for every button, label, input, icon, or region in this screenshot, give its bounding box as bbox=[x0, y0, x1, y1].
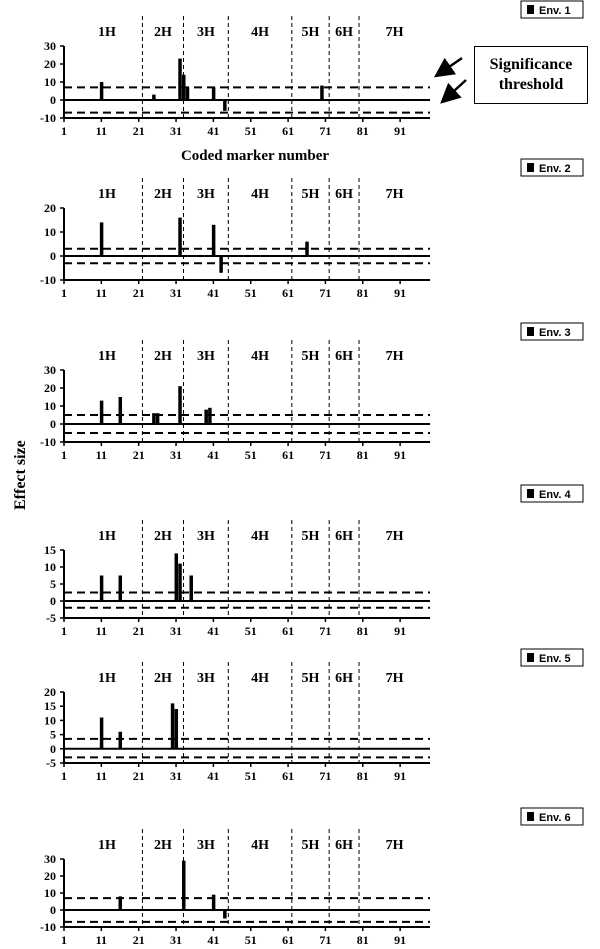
x-tick-label: 81 bbox=[356, 286, 369, 300]
bar bbox=[178, 218, 182, 256]
y-tick-label: 0 bbox=[50, 594, 56, 608]
chromosome-label-4H: 4H bbox=[251, 529, 270, 544]
chromosome-label-2H: 2H bbox=[154, 187, 172, 202]
x-tick-label: 31 bbox=[170, 286, 183, 300]
x-tick-label: 41 bbox=[207, 448, 220, 462]
legend-label: Env. 5 bbox=[539, 653, 571, 665]
x-tick-label: 11 bbox=[95, 448, 108, 462]
legend-swatch bbox=[527, 327, 534, 336]
x-tick-label: 31 bbox=[170, 769, 183, 783]
x-tick-label: 51 bbox=[244, 448, 257, 462]
bar bbox=[175, 553, 179, 601]
x-tick-label: 11 bbox=[95, 124, 108, 138]
chromosome-label-1H: 1H bbox=[98, 349, 116, 364]
chromosome-label-3H: 3H bbox=[196, 671, 215, 686]
x-tick-label: 31 bbox=[170, 448, 183, 462]
y-tick-label: 0 bbox=[50, 93, 56, 107]
arrow-lower bbox=[442, 80, 466, 102]
x-tick-label: 71 bbox=[319, 769, 332, 783]
chromosome-label-1H: 1H bbox=[98, 529, 116, 544]
x-tick-label: 81 bbox=[356, 448, 369, 462]
chromosome-label-6H: 6H bbox=[335, 349, 354, 364]
y-tick-label: 30 bbox=[44, 39, 56, 53]
x-tick-label: 51 bbox=[244, 624, 257, 638]
bar bbox=[204, 410, 208, 424]
bar bbox=[175, 709, 179, 749]
x-tick-label: 41 bbox=[207, 286, 220, 300]
y-tick-label: 10 bbox=[44, 713, 56, 728]
x-tick-label: 41 bbox=[207, 624, 220, 638]
chromosome-label-6H: 6H bbox=[335, 25, 354, 40]
significance-threshold-box bbox=[474, 46, 588, 104]
chromosome-label-5H: 5H bbox=[301, 349, 320, 364]
chromosome-label-7H: 7H bbox=[385, 838, 404, 853]
chromosome-label-4H: 4H bbox=[251, 838, 270, 853]
bar bbox=[119, 732, 123, 749]
y-tick-label: -10 bbox=[40, 435, 56, 449]
x-tick-label: 1 bbox=[61, 286, 67, 300]
x-tick-label: 21 bbox=[132, 448, 145, 462]
x-tick-label: 81 bbox=[356, 124, 369, 138]
panel-env-3 bbox=[40, 323, 583, 462]
y-tick-label: -10 bbox=[40, 920, 56, 934]
legend-swatch bbox=[527, 812, 534, 821]
x-tick-label: 31 bbox=[170, 124, 183, 138]
y-tick-label: 10 bbox=[44, 560, 56, 574]
chromosome-label-7H: 7H bbox=[385, 187, 404, 202]
legend bbox=[521, 159, 583, 176]
y-tick-label: 10 bbox=[44, 399, 56, 413]
x-tick-label: 51 bbox=[244, 124, 257, 138]
y-tick-label: 10 bbox=[44, 886, 56, 900]
legend bbox=[521, 808, 583, 825]
panel-env-2 bbox=[40, 159, 583, 300]
chromosome-label-6H: 6H bbox=[335, 838, 354, 853]
x-tick-label: 91 bbox=[394, 448, 407, 462]
y-tick-label: 20 bbox=[44, 201, 56, 215]
chromosome-label-7H: 7H bbox=[385, 529, 404, 544]
bar bbox=[156, 413, 160, 424]
legend-label: Env. 1 bbox=[539, 5, 571, 17]
legend-label: Env. 4 bbox=[539, 489, 571, 501]
x-tick-label: 81 bbox=[356, 933, 369, 947]
x-tick-label: 71 bbox=[319, 448, 332, 462]
bar bbox=[212, 225, 216, 256]
x-tick-label: 61 bbox=[282, 124, 295, 138]
legend-swatch bbox=[527, 653, 534, 662]
x-tick-label: 91 bbox=[394, 769, 407, 783]
x-tick-label: 51 bbox=[244, 769, 257, 783]
x-tick-label: 61 bbox=[282, 769, 295, 783]
bar bbox=[100, 401, 104, 424]
bar bbox=[178, 386, 182, 424]
x-tick-label: 61 bbox=[282, 624, 295, 638]
x-tick-label: 1 bbox=[61, 769, 67, 783]
x-tick-label: 11 bbox=[95, 769, 108, 783]
legend bbox=[521, 1, 583, 18]
legend bbox=[521, 485, 583, 502]
x-tick-label: 1 bbox=[61, 933, 67, 947]
bar bbox=[119, 576, 123, 602]
x-tick-label: 91 bbox=[394, 124, 407, 138]
chromosome-label-1H: 1H bbox=[98, 671, 116, 686]
bar bbox=[178, 564, 182, 601]
y-tick-label: 20 bbox=[44, 381, 56, 395]
bar bbox=[212, 895, 216, 910]
x-tick-label: 61 bbox=[282, 286, 295, 300]
x-tick-label: 61 bbox=[282, 448, 295, 462]
x-tick-label: 41 bbox=[207, 769, 220, 783]
chromosome-label-3H: 3H bbox=[196, 187, 215, 202]
y-tick-label: 0 bbox=[50, 903, 56, 917]
bar bbox=[223, 910, 227, 919]
bar bbox=[305, 242, 309, 256]
y-tick-label: 0 bbox=[50, 249, 56, 263]
panel-env-4 bbox=[44, 485, 583, 638]
bar bbox=[171, 703, 175, 748]
chromosome-label-7H: 7H bbox=[385, 25, 404, 40]
bar bbox=[186, 87, 190, 100]
chromosome-label-5H: 5H bbox=[301, 671, 320, 686]
chromosome-label-1H: 1H bbox=[98, 838, 116, 853]
x-tick-label: 51 bbox=[244, 933, 257, 947]
y-tick-label: 20 bbox=[44, 57, 56, 71]
bar bbox=[212, 87, 216, 100]
x-tick-label: 31 bbox=[170, 624, 183, 638]
legend-label: Env. 6 bbox=[539, 812, 571, 824]
x-tick-label: 41 bbox=[207, 933, 220, 947]
chromosome-label-1H: 1H bbox=[98, 187, 116, 202]
y-tick-label: -10 bbox=[40, 273, 56, 287]
y-tick-label: 10 bbox=[44, 75, 56, 89]
x-tick-label: 1 bbox=[61, 624, 67, 638]
x-tick-label: 71 bbox=[319, 124, 332, 138]
x-tick-label: 91 bbox=[394, 624, 407, 638]
x-tick-label: 21 bbox=[132, 124, 145, 138]
chromosome-label-5H: 5H bbox=[301, 187, 320, 202]
annotation-line-2: threshold bbox=[498, 76, 564, 93]
bar bbox=[100, 576, 104, 602]
chromosome-label-2H: 2H bbox=[154, 25, 172, 40]
chromosome-label-2H: 2H bbox=[154, 529, 172, 544]
chromosome-label-3H: 3H bbox=[196, 838, 215, 853]
chromosome-label-5H: 5H bbox=[301, 529, 320, 544]
bar bbox=[320, 86, 324, 100]
bar bbox=[223, 100, 227, 111]
x-tick-label: 51 bbox=[244, 286, 257, 300]
y-tick-label: 15 bbox=[44, 699, 56, 714]
chromosome-label-3H: 3H bbox=[196, 529, 215, 544]
x-tick-label: 21 bbox=[132, 933, 145, 947]
y-tick-label: 20 bbox=[44, 685, 56, 699]
x-tick-label: 21 bbox=[132, 769, 145, 783]
x-tick-label: 11 bbox=[95, 624, 108, 638]
x-tick-label: 71 bbox=[319, 624, 332, 638]
chromosome-label-7H: 7H bbox=[385, 349, 404, 364]
x-tick-label: 41 bbox=[207, 124, 220, 138]
y-tick-label: 5 bbox=[50, 577, 56, 591]
x-tick-label: 81 bbox=[356, 769, 369, 783]
legend-label: Env. 2 bbox=[539, 163, 571, 175]
bar bbox=[100, 718, 104, 749]
x-tick-label: 71 bbox=[319, 933, 332, 947]
y-tick-label: -5 bbox=[46, 611, 56, 625]
x-tick-label: 11 bbox=[95, 933, 108, 947]
legend-swatch bbox=[527, 163, 534, 172]
legend-swatch bbox=[527, 489, 534, 498]
chromosome-label-4H: 4H bbox=[251, 349, 270, 364]
chromosome-label-4H: 4H bbox=[251, 25, 270, 40]
x-tick-label: 91 bbox=[394, 933, 407, 947]
bar bbox=[182, 75, 186, 100]
bar bbox=[152, 95, 156, 100]
y-tick-label: 0 bbox=[50, 741, 56, 756]
y-tick-label: -5 bbox=[46, 756, 56, 770]
bar bbox=[182, 861, 186, 910]
x-axis-label: Coded marker number bbox=[180, 148, 330, 164]
legend-swatch bbox=[527, 5, 534, 14]
panel-env-6 bbox=[40, 808, 583, 947]
chromosome-label-1H: 1H bbox=[98, 25, 116, 40]
y-axis-label: Effect size bbox=[12, 440, 29, 510]
x-tick-label: 1 bbox=[61, 448, 67, 462]
y-tick-label: 30 bbox=[44, 852, 56, 866]
chromosome-label-7H: 7H bbox=[385, 671, 404, 686]
legend bbox=[521, 649, 583, 666]
chromosome-label-4H: 4H bbox=[251, 187, 270, 202]
bar bbox=[119, 397, 123, 424]
chromosome-label-5H: 5H bbox=[301, 25, 320, 40]
x-tick-label: 91 bbox=[394, 286, 407, 300]
chromosome-label-3H: 3H bbox=[196, 25, 215, 40]
annotation-line-1: Significance bbox=[489, 56, 573, 73]
y-tick-label: 10 bbox=[44, 225, 56, 239]
chromosome-label-4H: 4H bbox=[251, 671, 270, 686]
chromosome-label-2H: 2H bbox=[154, 671, 172, 686]
legend-label: Env. 3 bbox=[539, 327, 571, 339]
y-tick-label: -10 bbox=[40, 111, 56, 125]
bar bbox=[100, 82, 104, 100]
y-tick-label: 30 bbox=[44, 363, 56, 377]
bar bbox=[208, 408, 212, 424]
chromosome-label-3H: 3H bbox=[196, 349, 215, 364]
chromosome-label-6H: 6H bbox=[335, 671, 354, 686]
bar bbox=[189, 576, 193, 602]
x-tick-label: 71 bbox=[319, 286, 332, 300]
x-tick-label: 81 bbox=[356, 624, 369, 638]
y-tick-label: 20 bbox=[44, 869, 56, 883]
chromosome-label-2H: 2H bbox=[154, 349, 172, 364]
legend bbox=[521, 323, 583, 340]
x-tick-label: 61 bbox=[282, 933, 295, 947]
chromosome-label-5H: 5H bbox=[301, 838, 320, 853]
x-tick-label: 1 bbox=[61, 124, 67, 138]
y-tick-label: 15 bbox=[44, 543, 56, 557]
bar bbox=[219, 256, 223, 273]
arrow-upper bbox=[436, 58, 462, 76]
annotation-arrows bbox=[436, 58, 466, 102]
x-tick-label: 31 bbox=[170, 933, 183, 947]
chromosome-label-6H: 6H bbox=[335, 187, 354, 202]
x-tick-label: 21 bbox=[132, 624, 145, 638]
x-tick-label: 11 bbox=[95, 286, 108, 300]
x-tick-label: 21 bbox=[132, 286, 145, 300]
bar bbox=[119, 896, 123, 910]
y-tick-label: 0 bbox=[50, 417, 56, 431]
bar bbox=[100, 222, 104, 256]
bar bbox=[178, 59, 182, 100]
y-tick-label: 5 bbox=[50, 727, 56, 742]
bar bbox=[152, 413, 156, 424]
chromosome-label-6H: 6H bbox=[335, 529, 354, 544]
chromosome-label-2H: 2H bbox=[154, 838, 172, 853]
panel-env-5 bbox=[44, 649, 583, 783]
